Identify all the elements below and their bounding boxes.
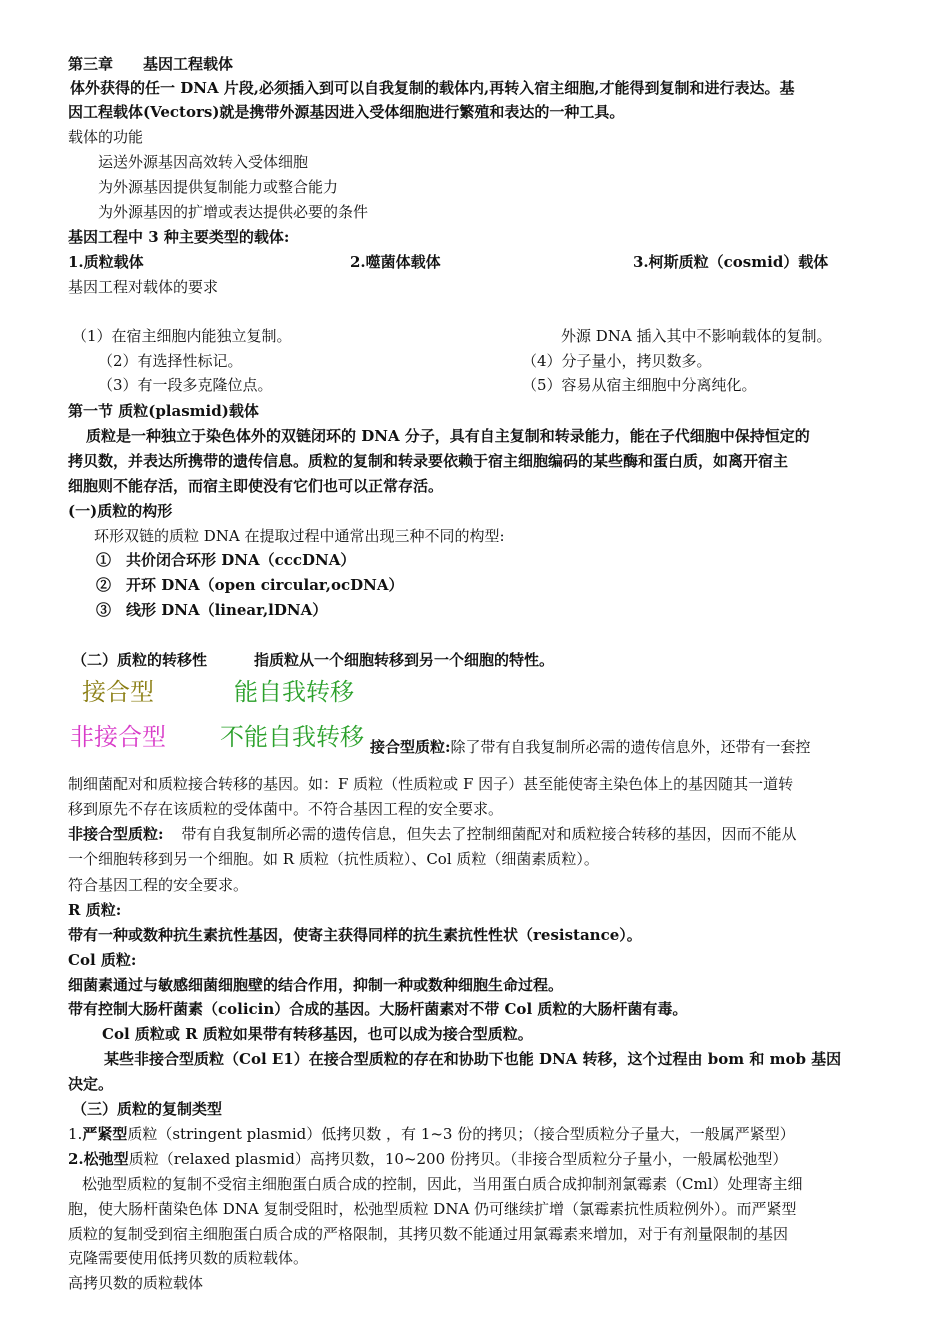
conformation-item-1: ① 共价闭合环形 DNA（cccDNA） (96, 551, 356, 569)
function-item-3: 为外源基因的扩增或表达提供必要的条件 (98, 203, 369, 221)
type-item-1: 1.质粒载体 (68, 253, 144, 271)
col-plasmid-text-2: 带有控制大肠杆菌素（colicin）合成的基因。大肠杆菌素对不带 Col 质粒的大肠杆菌有毒。 (68, 1000, 688, 1018)
function-item-2: 为外源基因提供复制能力或整合能力 (98, 178, 339, 196)
stringent-line (68, 1122, 795, 1146)
nonconjugative-value: 不能自我转移 (220, 723, 364, 751)
replication-para-line-1: 松弛型质粒的复制不受宿主细胞蛋白质合成的控制，因此，当用蛋白质合成抑制剂氯霉素（Cml）处理寄主细 (82, 1175, 803, 1193)
col-plasmid-text-3: Col 质粒或 R 质粒如果带有转移基因，也可以成为接合型质粒。 (102, 1025, 533, 1043)
col-plasmid-heading: Col 质粒: (68, 951, 137, 969)
stringent-term: 严紧型 (82, 1125, 128, 1143)
requirement-3: （3）有一段多克隆位点。 (98, 376, 273, 394)
conformation-heading: (一)质粒的构形 (68, 502, 173, 520)
stringent-text: 质粒（stringent plasmid）低拷贝数 ，有 1~3 份的拷贝；（接合型质粒分子量大，一般属严紧型） (127, 1125, 795, 1143)
conjugative-plasmid-line-1 (370, 735, 811, 759)
requirement-2: （2）有选择性标记。 (98, 352, 243, 370)
conformation-intro: 环形双链的质粒 DNA 在提取过程中通常出现三种不同的构型: (94, 527, 505, 545)
nonconjugative-plasmid-line-2: 一个细胞转移到另一个细胞。如 R 质粒（抗性质粒）、Col 质粒（细菌素质粒）。 (68, 850, 599, 868)
conformation-item-2: ② 开环 DNA（open circular,ocDNA） (96, 576, 404, 594)
nonconjugative-plasmid-line-3: 符合基因工程的安全要求。 (68, 876, 249, 894)
transfer-description: 指质粒从一个细胞转移到另一个细胞的特性。 (254, 651, 555, 669)
requirement-extra: 外源 DNA 插入其中不影响载体的复制。 (561, 327, 832, 345)
types-heading: 基因工程中 3 种主要类型的载体: (68, 228, 290, 246)
replication-heading: （三）质粒的复制类型 (72, 1100, 223, 1118)
function-item-1: 运送外源基因高效转入受体细胞 (98, 153, 309, 171)
relaxed-term: 松弛型 (83, 1150, 129, 1168)
conjugative-plasmid-line-3: 移到原先不存在该质粒的受体菌中。不符合基因工程的安全要求。 (68, 800, 504, 818)
nonconjugative-plasmid-text-1: 带有自我复制所必需的遗传信息，但失去了控制细菌配对和质粒接合转移的基因，因而不能从 (181, 825, 797, 843)
col-plasmid-text-5: 决定。 (68, 1075, 114, 1093)
replication-para-line-4: 克隆需要使用低拷贝数的质粒载体。 (68, 1249, 309, 1267)
replication-para-line-2: 胞，使大肠杆菌染色体 DNA 复制受阻时，松弛型质粒 DNA 仍可继续扩增（氯霉素抗性质粒例外）。而严紧型 (68, 1200, 797, 1218)
r-plasmid-heading: R 质粒: (68, 901, 122, 919)
chapter-title: 第三章 基因工程载体 (68, 55, 234, 73)
type-item-2: 2.噬菌体载体 (350, 253, 441, 271)
relaxed-text: 质粒（relaxed plasmid）高拷贝数，10~200 份拷贝。（非接合型质粒分子量小，一般属松弛型） (128, 1150, 788, 1168)
nonconjugative-plasmid-term: 非接合型质粒: (68, 825, 164, 843)
section1-para-line-3: 细胞则不能存活，而宿主即使没有它们也可以正常存活。 (68, 477, 444, 495)
section1-para-line-2: 拷贝数，并表达所携带的遗传信息。质粒的复制和转录要依赖于宿主细胞编码的某些酶和蛋白质，如离开宿主 (68, 452, 789, 470)
col-plasmid-text-4: 某些非接合型质粒（Col E1）在接合型质粒的存在和协助下也能 DNA 转移，这个过程由 bom 和 mob 基因 (104, 1050, 842, 1068)
conjugative-plasmid-term: 接合型质粒: (370, 738, 451, 756)
type-item-3: 3.柯斯质粒（cosmid）载体 (633, 253, 829, 271)
requirements-heading: 基因工程对载体的要求 (68, 278, 219, 296)
requirement-5: （5）容易从宿主细胞中分离纯化。 (522, 376, 757, 394)
stringent-number: 1. (68, 1125, 83, 1143)
intro-line-2: 因工程载体(Vectors)就是携带外源基因进入受体细胞进行繁殖和表达的一种工具。 (68, 103, 625, 121)
section1-para-line-1: 质粒是一种独立于染色体外的双链闭环的 DNA 分子，具有自主复制和转录能力，能在子代细胞中保持恒定的 (86, 427, 810, 445)
section1-title: 第一节 质粒(plasmid)载体 (68, 402, 259, 420)
requirement-1: （1）在宿主细胞内能独立复制。 (72, 327, 292, 345)
conjugative-plasmid-line-2: 制细菌配对和质粒接合转移的基因。如：F 质粒（性质粒或 F 因子）甚至能使寄主染色体上的基因随其一道转 (68, 775, 794, 793)
nonconjugative-plasmid-line-1 (68, 822, 797, 846)
transfer-heading: （二）质粒的转移性 (72, 651, 208, 669)
conformation-item-3: ③ 线形 DNA（linear,lDNA） (96, 601, 328, 619)
intro-line-1: 体外获得的任一 DNA 片段,必须插入到可以自我复制的载体内,再转入宿主细胞,才能得到复制和进行表达。基 (70, 79, 795, 97)
requirement-4: （4）分子量小，拷贝数多。 (522, 352, 712, 370)
conjugative-plasmid-text-1: 除了带有自我复制所必需的遗传信息外，还带有一套控 (450, 738, 811, 756)
functions-heading: 载体的功能 (68, 128, 144, 146)
conjugative-label: 接合型 (82, 678, 154, 706)
conjugative-value: 能自我转移 (234, 678, 354, 706)
r-plasmid-text: 带有一种或数种抗生素抗性基因，使寄主获得同样的抗生素抗性性状（resistance）。 (68, 926, 642, 944)
replication-para-line-3: 质粒的复制受到宿主细胞蛋白质合成的严格限制，其拷贝数不能通过用氯霉素来增加，对于有剂量限制的基因 (68, 1225, 789, 1243)
relaxed-number: 2. (68, 1150, 84, 1168)
nonconjugative-label: 非接合型 (70, 723, 166, 751)
high-copy-heading: 高拷贝数的质粒载体 (68, 1274, 204, 1292)
relaxed-line (68, 1147, 787, 1171)
col-plasmid-text-1: 细菌素通过与敏感细菌细胞壁的结合作用，抑制一种或数种细胞生命过程。 (68, 976, 564, 994)
